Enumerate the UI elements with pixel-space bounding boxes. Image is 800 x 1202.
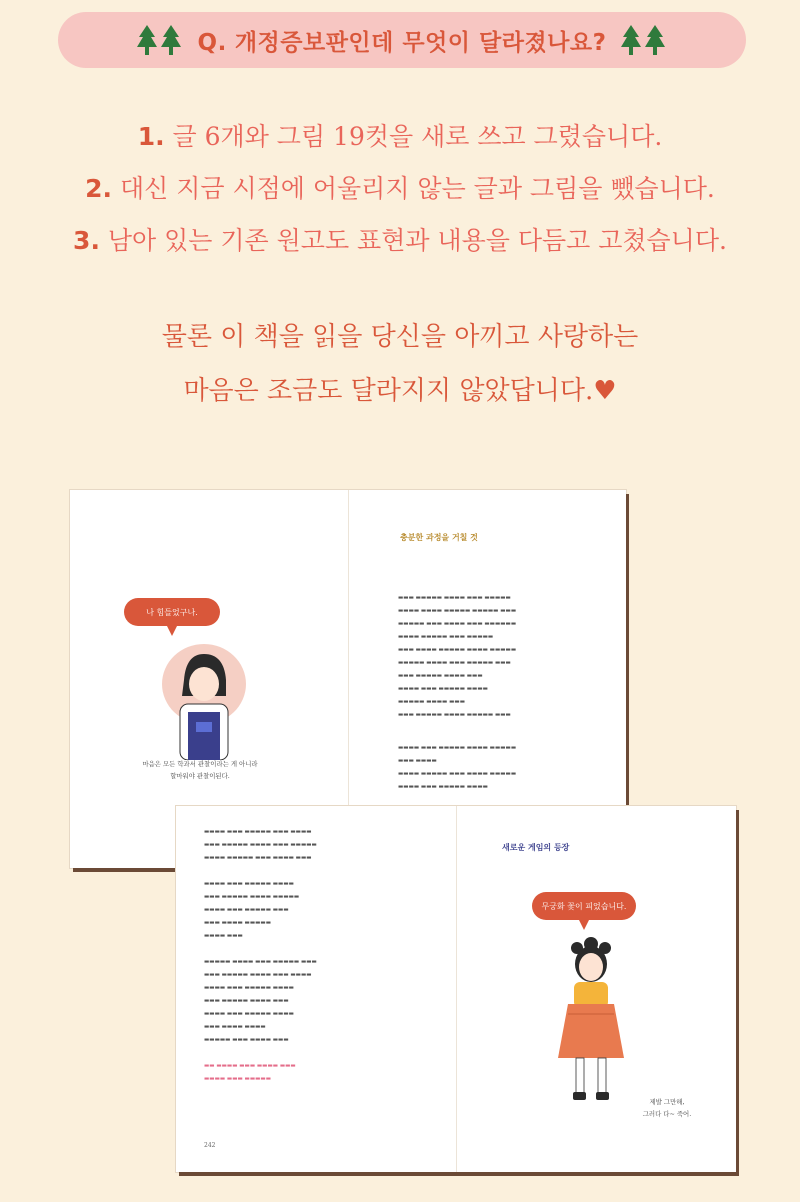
page-number: 242 [204,1142,216,1149]
illustration-caption: 제발 그만해, 그러다 다~ 죽어. [642,1098,692,1118]
doll-illustration [546,934,636,1108]
speech-bubble: 무궁화 꽃이 피었습니다. [532,892,636,920]
tree-icon [620,23,668,57]
pine-trees-left [136,23,184,57]
tree-icon [136,23,184,57]
illustration-caption: 마음은 모든 학과서 관찰이라는 게 아니라 할마워야 관찰이된다. [142,760,258,780]
closing-line-2: 마음은 조금도 달라지지 않았답니다.♥ [183,376,617,406]
speech-bubble: 나 힘들었구나. [124,598,220,626]
book-spread-front [176,806,736,1172]
girl-illustration [146,640,256,760]
pine-trees-right [620,23,668,57]
body-text-block: ▬▬▬ ▬▬▬▬▬ ▬▬▬▬ ▬▬▬ ▬▬▬▬▬ ▬▬▬▬ ▬▬▬▬ ▬▬▬▬▬ ▬▬▬▬▬ ▬▬▬ ▬▬▬▬▬ ▬▬▬ ▬▬▬▬ ▬▬▬ ▬▬▬▬▬▬ ▬▬▬▬ ▬▬▬▬▬ ▬▬▬ ▬▬▬▬▬ ▬▬▬ ▬▬▬▬ ▬▬▬▬▬ ▬▬▬▬ ▬▬▬▬▬ ▬▬▬▬▬ ▬▬▬▬ ▬▬▬ ▬▬▬▬▬ ▬▬▬ ▬▬▬ ▬▬▬▬▬ ▬▬▬▬ ▬▬▬ ▬▬▬▬ ▬▬▬ ▬▬▬▬▬ ▬▬▬▬ ▬▬▬▬▬ ▬▬▬▬ ▬▬▬ ▬▬▬ ▬▬▬▬▬ ▬▬▬▬ ▬▬▬▬▬ ▬▬▬ [398,595,517,718]
closing-message [0,318,800,426]
chapter-title: 새로운 게임의 등장 [502,842,570,852]
spread-gutter [456,806,457,1172]
body-text-block-2: ▬▬▬▬ ▬▬▬ ▬▬▬▬▬ ▬▬▬▬ ▬▬▬▬▬ ▬▬▬ ▬▬▬▬ ▬▬▬▬ ▬▬▬▬▬ ▬▬▬ ▬▬▬▬ ▬▬▬▬▬ ▬▬▬▬ ▬▬▬ ▬▬▬▬▬ ▬▬▬▬ [398,745,517,790]
change-item-3: 3. 남아 있는 기존 원고도 표현과 내용을 다듬고 고쳤습니다. [73,226,727,255]
body-text-block: ▬▬▬▬ ▬▬▬ ▬▬▬▬▬ ▬▬▬ ▬▬▬▬ ▬▬▬ ▬▬▬▬▬ ▬▬▬▬ ▬▬▬ ▬▬▬▬▬ ▬▬▬▬ ▬▬▬▬▬ ▬▬▬ ▬▬▬▬ ▬▬▬ ▬▬▬▬ ▬▬▬ ▬▬▬▬▬ ▬▬▬▬ ▬▬▬ ▬▬▬▬▬ ▬▬▬▬ ▬▬▬▬▬ ▬▬▬▬ ▬▬▬ ▬▬▬▬▬ ▬▬▬ ▬▬▬ ▬▬▬▬ ▬▬▬▬▬ ▬▬▬▬ ▬▬▬ ▬▬▬▬▬ ▬▬▬▬ ▬▬▬ ▬▬▬▬▬ ▬▬▬ ▬▬▬ ▬▬▬▬▬ ▬▬▬▬ ▬▬▬ ▬▬▬▬ ▬▬▬▬ ▬▬▬ ▬▬▬▬▬ ▬▬▬▬ ▬▬▬ ▬▬▬▬▬ ▬▬▬▬ ▬▬▬ ▬▬▬▬ ▬▬▬ ▬▬▬▬▬ ▬▬▬▬ ▬▬▬ ▬▬▬▬ ▬▬▬▬ ▬▬▬▬▬ ▬▬▬ ▬▬▬▬ ▬▬▬ ▬▬ ▬▬▬▬ ▬▬▬ ▬▬▬▬ ▬▬▬ ▬▬▬▬ ▬▬▬ ▬▬▬▬▬ [204,829,317,1082]
q-label: Q. [197,29,227,56]
banner-question: 개정증보판인데 무엇이 달라졌나요? [234,29,607,56]
change-item-2: 2. 대신 지금 시점에 어울리지 않는 글과 그림을 뺐습니다. [85,174,715,203]
change-item-1: 1. 글 6개와 그림 19컷을 새로 쓰고 그렸습니다. [137,122,663,151]
question-banner [58,12,746,68]
change-list [0,122,800,278]
closing-line-1: 물론 이 책을 읽을 당신을 아끼고 사랑하는 [161,322,639,352]
chapter-title: 충분한 과정을 거칠 것 [400,532,478,542]
heart-icon: ♥ [593,376,617,406]
banner-title [198,24,607,57]
